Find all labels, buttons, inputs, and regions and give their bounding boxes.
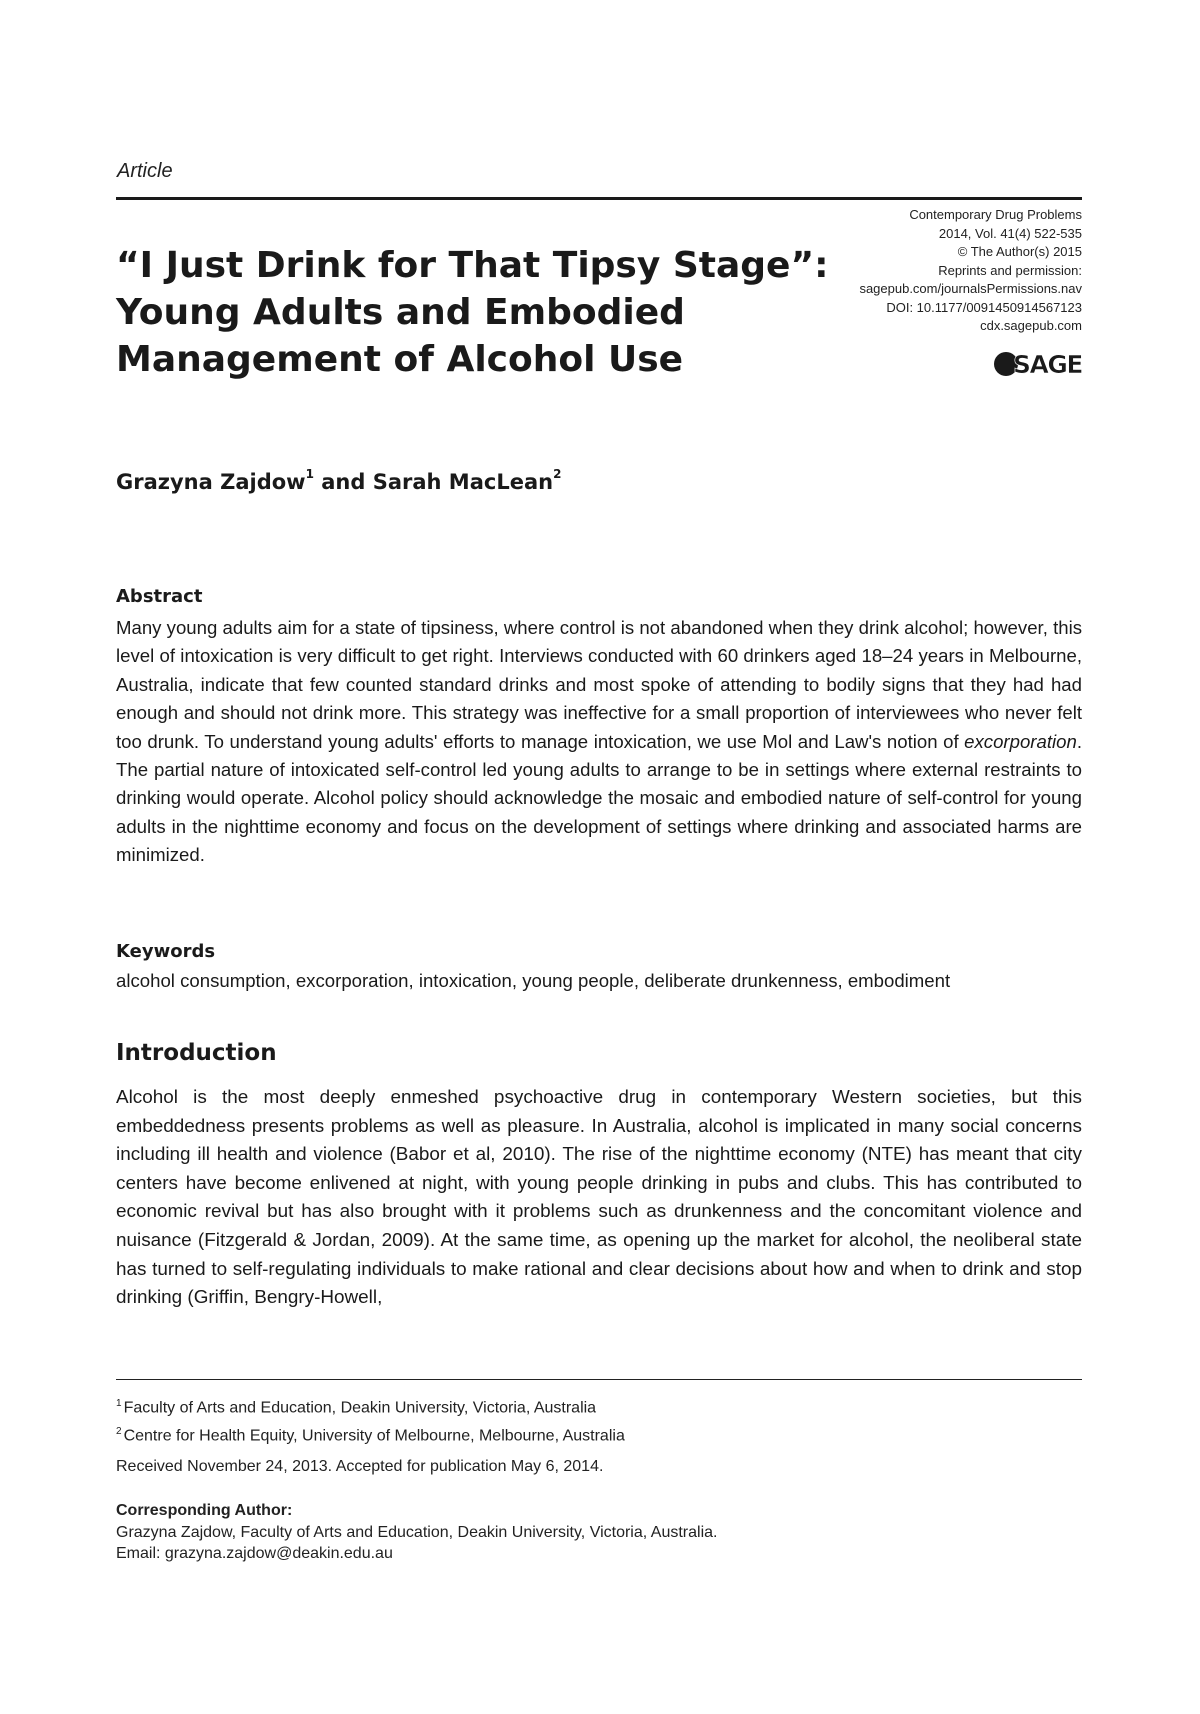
- journal-metadata: [782, 206, 1082, 336]
- affiliation-text: Faculty of Arts and Education, Deakin University, Victoria, Australia: [123, 1399, 597, 1417]
- abstract-text-part: . The partial nature of intoxicated self-control led young adults to arrange to be in settings where external restraints to drinking would operate. Alcohol policy should acknowledge the mosaic and embodied nature of self-control for young adults in the nighttime economy and focus on the development of settings where drinking and associated harms are minimized.: [116, 730, 1082, 866]
- keywords-heading: Keywords: [116, 941, 216, 962]
- keywords-list: alcohol consumption, excorporation, intoxication, young people, deliberate drunkenness, embodiment: [116, 970, 951, 991]
- affiliation-marker: 1: [116, 1398, 122, 1409]
- sage-logo: [994, 350, 1082, 378]
- reprints-label: Reprints and permission:: [938, 262, 1082, 278]
- doi-link[interactable]: DOI: 10.1177/0091450914567123: [886, 299, 1082, 315]
- sage-logo-text: SAGE: [1013, 349, 1082, 379]
- abstract-emphasis: excorporation: [964, 730, 1077, 752]
- corresponding-author-label: Corresponding Author:: [116, 1502, 293, 1519]
- journal-site-link[interactable]: cdx.sagepub.com: [980, 318, 1082, 333]
- author-list: [116, 467, 562, 494]
- affiliations: [116, 1392, 1082, 1449]
- title-line-3: Management of Alcohol Use: [116, 339, 684, 380]
- permissions-link[interactable]: sagepub.com/journalsPermissions.nav: [859, 281, 1082, 296]
- title-line-1: “I Just Drink for That Tipsy Stage”:: [116, 245, 829, 286]
- abstract-text-part: Many young adults aim for a state of tipsiness, where control is not abandoned when they drink alcohol; however, this level of intoxication is very difficult to get right. Interviews conducted with 60 drinkers aged 18–24 years in Melbourne, Australia, indicate that few counted standard drinks and most spoke of attending to bodily signs that they had had enough and should not drink more. This strategy was ineffective for a small proportion of interviewees who never felt too drunk. To understand young adults' efforts to manage intoxication, we use Mol and Law's notion of: [116, 617, 1082, 752]
- title-line-2: Young Adults and Embodied: [116, 292, 685, 333]
- introduction-heading: Introduction: [116, 1040, 277, 1066]
- journal-name: Contemporary Drug Problems: [909, 207, 1082, 222]
- introduction-text: [116, 1084, 1082, 1313]
- affiliation-marker: 2: [553, 467, 562, 481]
- affiliation-marker: 1: [305, 467, 314, 481]
- header-rule: [116, 197, 1082, 200]
- introduction-paragraph: Alcohol is the most deeply enmeshed psychoactive drug in contemporary Western societies, but this embeddedness presents problems as well as pleasure. In Australia, alcohol is implicated in many social concerns including ill health and violence (Babor et al, 2010). The rise of the nighttime economy (NTE) has meant that city centers have become enlivened at night, with young people drinking in pubs and clubs. This has contributed to economic revival but has also brought with it problems such as drunkenness and the concomitant violence and nuisance (Fitzgerald & Jordan, 2009). At the same time, as opening up the market for alcohol, the neoliberal state has turned to self-regulating individuals to make rational and clear decisions about how and when to drink and stop drinking (Griffin, Bengry-Howell,: [116, 1087, 1082, 1309]
- affiliation-text: Centre for Health Equity, University of Melbourne, Melbourne, Australia: [123, 1427, 625, 1445]
- author-name: Sarah MacLean: [372, 470, 554, 494]
- received-dates: Received November 24, 2013. Accepted for publication May 6, 2014.: [116, 1458, 604, 1475]
- article-title: [116, 242, 836, 383]
- corresponding-author: [116, 1500, 1082, 1565]
- author-connector: and: [313, 470, 373, 494]
- author-name: Grazyna Zajdow: [116, 470, 306, 494]
- affiliation-1: [116, 1392, 1082, 1420]
- footnote-rule: [116, 1379, 1082, 1380]
- affiliation-2: [116, 1420, 1082, 1448]
- abstract-heading: Abstract: [116, 586, 203, 607]
- copyright-notice: © The Author(s) 2015: [957, 244, 1082, 259]
- article-type-label: Article: [117, 160, 173, 182]
- corresponding-author-name: Grazyna Zajdow, Faculty of Arts and Education, Deakin University, Victoria, Australia.: [116, 1523, 718, 1541]
- journal-volume: 2014, Vol. 41(4) 522-535: [938, 225, 1082, 241]
- corresponding-author-email[interactable]: Email: grazyna.zajdow@deakin.edu.au: [116, 1545, 393, 1562]
- abstract-text: [116, 614, 1082, 870]
- affiliation-marker: 2: [116, 1426, 122, 1438]
